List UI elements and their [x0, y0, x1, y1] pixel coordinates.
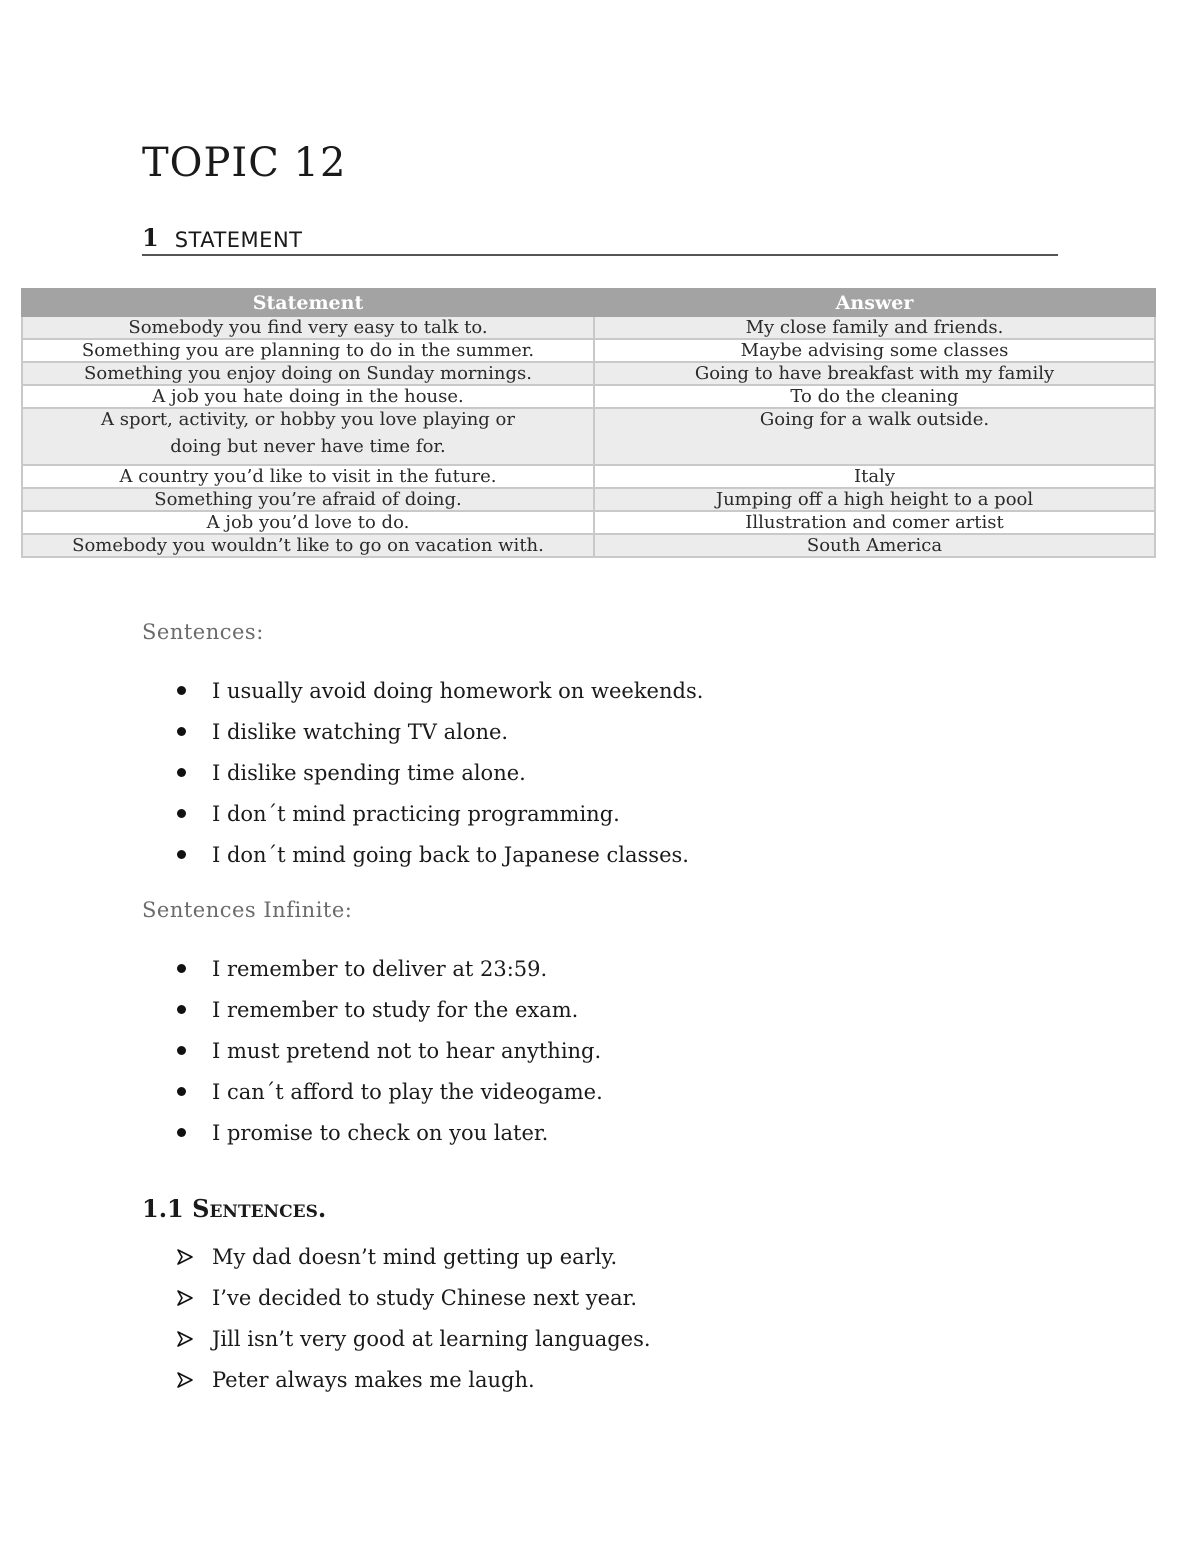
bullet-icon: [177, 1046, 186, 1055]
bullet-icon: [177, 1128, 186, 1137]
list-item-text: I don´t mind going back to Japanese classes.: [212, 842, 689, 867]
table-row: [22, 465, 1155, 488]
statement-cell: [22, 408, 594, 465]
sentences-label: Sentences:: [142, 620, 264, 644]
list-item-text: I don´t mind practicing programming.: [212, 801, 620, 826]
list-item: [142, 1112, 603, 1153]
table-row: [22, 408, 1155, 465]
statement-cell: A job you’d love to do.: [22, 511, 594, 534]
list-item: [142, 834, 703, 875]
statement-cell: A job you hate doing in the house.: [22, 385, 594, 408]
statement-cell: Somebody you find very easy to talk to.: [22, 316, 594, 339]
answer-cell: Going for a walk outside.: [594, 408, 1155, 465]
bullet-icon: [177, 727, 186, 736]
arrowhead-bullet-icon: [176, 1371, 194, 1389]
list-item-text: I’ve decided to study Chinese next year.: [212, 1285, 638, 1310]
page-title: TOPIC 12: [142, 140, 347, 186]
answer-cell: Going to have breakfast with my family: [594, 362, 1155, 385]
arrowhead-bullet-icon: [176, 1330, 194, 1348]
list-item-text: I dislike spending time alone.: [212, 760, 526, 785]
list-item: [142, 752, 703, 793]
statement-cell: Somebody you wouldn’t like to go on vacation with.: [22, 534, 594, 557]
bullet-icon: [177, 964, 186, 973]
answer-cell: Italy: [594, 465, 1155, 488]
statement-line: A sport, activity, or hobby you love playing or: [101, 409, 515, 430]
bullet-icon: [177, 1087, 186, 1096]
section-label: STATEMENT: [174, 228, 303, 252]
bullet-icon: [177, 768, 186, 777]
arrowhead-bullet-icon: [176, 1248, 194, 1266]
bullet-icon: [177, 850, 186, 859]
subsection-sentences-list: [142, 1236, 651, 1400]
table-header-row: [22, 289, 1155, 316]
list-item-text: Peter always makes me laugh.: [212, 1367, 535, 1392]
table-row: [22, 339, 1155, 362]
table-row: [22, 316, 1155, 339]
statement-cell: Something you’re afraid of doing.: [22, 488, 594, 511]
bullet-icon: [177, 1005, 186, 1014]
list-item-text: Jill isn’t very good at learning languages.: [212, 1326, 651, 1351]
bullet-icon: [177, 686, 186, 695]
table-row: [22, 534, 1155, 557]
list-item: [142, 711, 703, 752]
list-item-text: I can´t afford to play the videogame.: [212, 1079, 603, 1104]
answer-cell: Maybe advising some classes: [594, 339, 1155, 362]
statement-cell: Something you enjoy doing on Sunday mornings.: [22, 362, 594, 385]
answer-cell: Jumping off a high height to a pool: [594, 488, 1155, 511]
list-item: [142, 1318, 651, 1359]
table-row: [22, 362, 1155, 385]
table-header-statement: Statement: [22, 289, 594, 316]
answer-cell: My close family and friends.: [594, 316, 1155, 339]
list-item: [142, 1359, 651, 1400]
list-item: [142, 1277, 651, 1318]
answer-cell: South America: [594, 534, 1155, 557]
list-item-text: I must pretend not to hear anything.: [212, 1038, 602, 1063]
list-item: [142, 793, 703, 834]
statement-cell: Something you are planning to do in the summer.: [22, 339, 594, 362]
answer-cell: Illustration and comer artist: [594, 511, 1155, 534]
answer-cell: To do the cleaning: [594, 385, 1155, 408]
subsection-label: Sentences.: [192, 1194, 327, 1223]
section-heading: [142, 222, 1058, 256]
list-item: [142, 1071, 603, 1112]
table-header-answer: Answer: [594, 289, 1155, 316]
list-item: [142, 948, 603, 989]
table-row: [22, 511, 1155, 534]
statement-line: doing but never have time for.: [170, 436, 446, 457]
table-row: [22, 385, 1155, 408]
list-item-text: I remember to study for the exam.: [212, 997, 579, 1022]
subsection-heading: [142, 1194, 326, 1223]
sentences-list: [142, 670, 703, 875]
sentences-infinite-list: [142, 948, 603, 1153]
list-item: [142, 989, 603, 1030]
sentences-infinite-label: Sentences Infinite:: [142, 898, 353, 922]
list-item-text: My dad doesn’t mind getting up early.: [212, 1244, 618, 1269]
subsection-number: 1.1: [142, 1194, 184, 1223]
bullet-icon: [177, 809, 186, 818]
list-item: [142, 1236, 651, 1277]
statement-answer-table: [21, 288, 1156, 558]
table-row: [22, 488, 1155, 511]
list-item-text: I usually avoid doing homework on weekends.: [212, 678, 704, 703]
list-item-text: I dislike watching TV alone.: [212, 719, 509, 744]
list-item: [142, 670, 703, 711]
list-item-text: I promise to check on you later.: [212, 1120, 549, 1145]
section-number: 1: [142, 223, 159, 252]
statement-cell: A country you’d like to visit in the future.: [22, 465, 594, 488]
list-item: [142, 1030, 603, 1071]
arrowhead-bullet-icon: [176, 1289, 194, 1307]
list-item-text: I remember to deliver at 23:59.: [212, 956, 548, 981]
